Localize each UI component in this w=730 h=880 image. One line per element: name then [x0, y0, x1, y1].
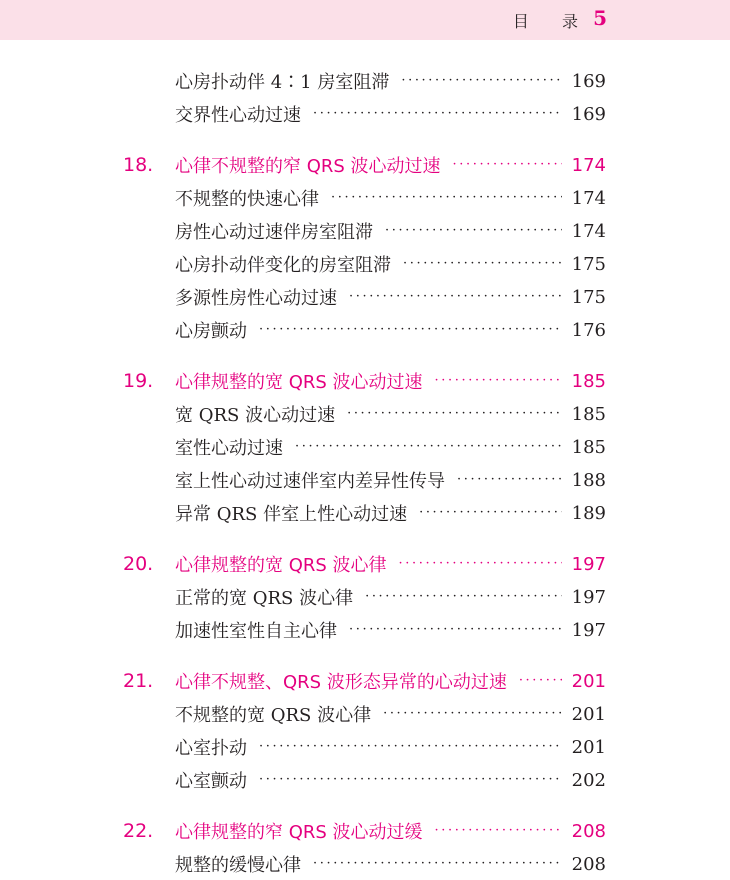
- dot-leader: [259, 764, 562, 796]
- chapter-number: 20.: [123, 553, 154, 575]
- toc-chapter[interactable]: [0, 815, 730, 847]
- dot-leader: [349, 281, 562, 313]
- toc-entry[interactable]: [0, 581, 730, 613]
- chapter-page: 185: [571, 370, 606, 392]
- toc-entry[interactable]: [0, 398, 730, 430]
- toc-entry-title: 室性心动过速: [175, 438, 283, 459]
- toc-entry-title: 正常的宽 QRS 波心律: [175, 588, 354, 609]
- toc-chapter[interactable]: [0, 548, 730, 580]
- toc-chapter[interactable]: [0, 365, 730, 397]
- toc-entry-page: 197: [571, 586, 606, 608]
- dot-leader: [331, 182, 562, 214]
- toc-chapter[interactable]: [0, 149, 730, 181]
- toc-entry-title: 异常 QRS 伴室上性心动过速: [175, 504, 408, 525]
- toc-entry-page: 208: [571, 853, 606, 875]
- toc-entry[interactable]: [0, 248, 730, 280]
- toc-entry-page: 174: [571, 220, 606, 242]
- toc-entry-title: 不规整的快速心律: [175, 189, 319, 210]
- toc-entry[interactable]: [0, 215, 730, 247]
- running-title: 目 录: [512, 12, 592, 31]
- toc-entry-title: 不规整的宽 QRS 波心律: [175, 705, 372, 726]
- toc-entry-page: 174: [571, 187, 606, 209]
- chapter-title: 心律规整的宽 QRS 波心动过速: [175, 372, 423, 393]
- dot-leader: [453, 149, 562, 181]
- toc-entry-title: 房性心动过速伴房室阻滞: [175, 222, 373, 243]
- dot-leader: [313, 848, 562, 880]
- dot-leader: [349, 614, 562, 646]
- toc-entry-title: 加速性室性自主心律: [175, 621, 337, 642]
- chapter-number: 22.: [123, 820, 154, 842]
- chapter-number: 19.: [123, 370, 154, 392]
- chapter-title: 心律规整的宽 QRS 波心律: [175, 555, 387, 576]
- toc-entry-title: 心房颤动: [175, 321, 247, 342]
- dot-leader: [295, 431, 562, 463]
- toc-entry-title: 心室扑动: [175, 738, 247, 759]
- toc-entry-page: 202: [571, 769, 606, 791]
- chapter-title: 心律不规整、QRS 波形态异常的心动过速: [175, 672, 507, 693]
- chapter-page: 201: [571, 670, 606, 692]
- toc-entry-title: 心房扑动伴变化的房室阻滞: [175, 255, 391, 276]
- chapter-number: 18.: [123, 154, 154, 176]
- dot-leader: [519, 665, 562, 697]
- toc-entry-page: 175: [571, 286, 606, 308]
- toc-entry-page: 176: [571, 319, 606, 341]
- toc-entry[interactable]: [0, 497, 730, 529]
- header-page-number: 5: [593, 6, 607, 30]
- dot-leader: [385, 215, 562, 247]
- toc-entry-title: 心房扑动伴 4∶1 房室阻滞: [175, 72, 390, 93]
- toc-entry[interactable]: [0, 182, 730, 214]
- toc-entry-page: 169: [571, 70, 606, 92]
- toc-entry-page: 185: [571, 436, 606, 458]
- dot-leader: [399, 548, 562, 580]
- chapter-title: 心律不规整的窄 QRS 波心动过速: [175, 156, 441, 177]
- toc-entry[interactable]: [0, 98, 730, 130]
- toc-entry[interactable]: [0, 431, 730, 463]
- toc-entry-title: 交界性心动过速: [175, 105, 301, 126]
- chapter-page: 208: [571, 820, 606, 842]
- dot-leader: [313, 98, 562, 130]
- toc-entry[interactable]: [0, 731, 730, 763]
- dot-leader: [383, 698, 562, 730]
- chapter-number: 21.: [123, 670, 154, 692]
- toc-entry-page: 201: [571, 703, 606, 725]
- dot-leader: [435, 365, 562, 397]
- chapter-page: 174: [571, 154, 606, 176]
- toc-entry[interactable]: [0, 464, 730, 496]
- toc-entry[interactable]: [0, 764, 730, 796]
- toc-entry[interactable]: [0, 314, 730, 346]
- toc-entry[interactable]: [0, 281, 730, 313]
- chapter-title: 心律规整的窄 QRS 波心动过缓: [175, 822, 423, 843]
- toc-entry[interactable]: [0, 65, 730, 97]
- toc-entry-page: 185: [571, 403, 606, 425]
- toc-entry-page: 197: [571, 619, 606, 641]
- dot-leader: [419, 497, 562, 529]
- toc-entry-page: 189: [571, 502, 606, 524]
- toc-entry-title: 规整的缓慢心律: [175, 855, 301, 876]
- toc-entry-title: 宽 QRS 波心动过速: [175, 405, 336, 426]
- dot-leader: [435, 815, 562, 847]
- toc-entry-page: 188: [571, 469, 606, 491]
- toc-chapter[interactable]: [0, 665, 730, 697]
- toc-entry-page: 169: [571, 103, 606, 125]
- toc-entry-title: 室上性心动过速伴室内差异性传导: [175, 471, 445, 492]
- dot-leader: [457, 464, 562, 496]
- toc-entry-page: 175: [571, 253, 606, 275]
- dot-leader: [401, 65, 561, 97]
- toc-entry[interactable]: [0, 698, 730, 730]
- dot-leader: [259, 314, 562, 346]
- dot-leader: [365, 581, 562, 613]
- dot-leader: [347, 398, 562, 430]
- toc-entry[interactable]: [0, 848, 730, 880]
- toc-entry-page: 201: [571, 736, 606, 758]
- toc-entry-title: 心室颤动: [175, 771, 247, 792]
- dot-leader: [403, 248, 562, 280]
- toc-entry[interactable]: [0, 614, 730, 646]
- chapter-page: 197: [571, 553, 606, 575]
- toc-entry-title: 多源性房性心动过速: [175, 288, 337, 309]
- dot-leader: [259, 731, 562, 763]
